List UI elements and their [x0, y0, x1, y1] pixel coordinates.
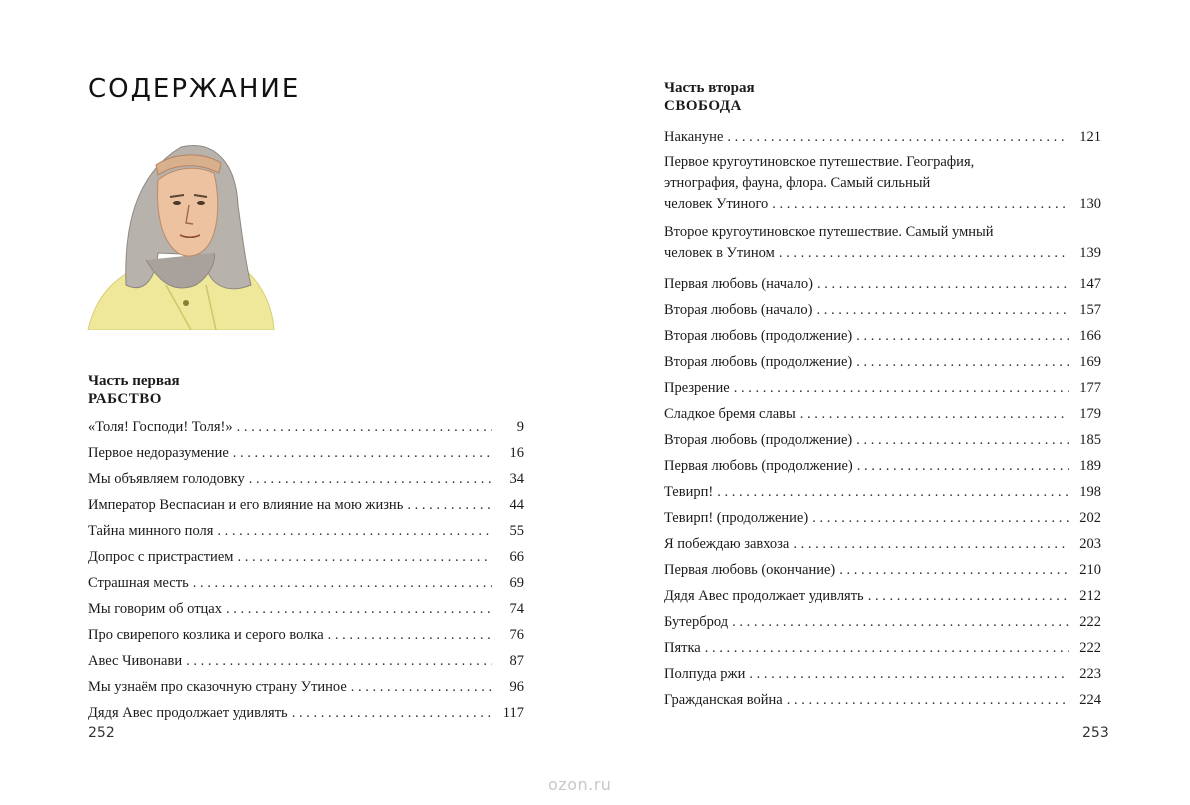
toc-entry-page: 55 — [509, 523, 524, 539]
toc-entry-page: 198 — [1079, 484, 1101, 500]
toc-entry[interactable] — [664, 661, 1101, 687]
toc-entry-page: 210 — [1079, 562, 1101, 578]
toc-entry-title: Первая любовь (окончание) — [664, 562, 836, 578]
part-two-name: СВОБОДА — [664, 98, 742, 114]
toc-entry[interactable] — [664, 687, 1101, 713]
toc-entry[interactable] — [88, 544, 524, 570]
toc-entry-page: 121 — [1079, 129, 1101, 145]
toc-entry-title: Император Веспасиан и его влияние на мою жизнь — [88, 497, 404, 513]
toc-entry-title: «Толя! Господи! Толя!» — [88, 419, 233, 435]
toc-entry-page: 212 — [1079, 588, 1101, 604]
toc-entry-title: Вторая любовь (продолжение) — [664, 354, 853, 370]
toc-entry-title-line: этнография, фауна, флора. Самый сильный — [664, 175, 931, 191]
leader-dots — [856, 323, 1069, 349]
toc-entry-page: 147 — [1079, 276, 1101, 292]
toc-entry[interactable] — [664, 222, 1101, 264]
toc-entry[interactable] — [88, 596, 524, 622]
toc-entry[interactable] — [88, 492, 524, 518]
leader-dots — [734, 375, 1069, 401]
part-one-name: РАБСТВО — [88, 391, 162, 407]
toc-entry-title: Мы узнаём про сказочную страну Утиное — [88, 679, 347, 695]
toc-entry[interactable] — [88, 570, 524, 596]
toc-entry-title: Тайна минного поля — [88, 523, 214, 539]
leader-dots — [705, 635, 1069, 661]
leader-dots — [793, 531, 1069, 557]
toc-entry[interactable] — [664, 427, 1101, 453]
toc-entry-page: 76 — [509, 627, 524, 643]
toc-entry-title: Презрение — [664, 380, 730, 396]
toc-entry[interactable] — [88, 440, 524, 466]
toc-entry-page: 44 — [509, 497, 524, 513]
part-one-label: Часть первая — [88, 373, 180, 389]
toc-entry-page: 185 — [1079, 432, 1101, 448]
toc-entry-title: Тевирп! (продолжение) — [664, 510, 809, 526]
leader-dots — [732, 609, 1069, 635]
toc-entry-title: Допрос с пристрастием — [88, 549, 234, 565]
part-two-heading — [664, 79, 755, 115]
toc-entry-title: Дядя Авес продолжает удивлять — [88, 705, 288, 721]
toc-entry[interactable] — [664, 453, 1101, 479]
part-two-toc — [664, 124, 1101, 713]
leader-dots — [217, 518, 492, 544]
toc-entry-page: 177 — [1079, 380, 1101, 396]
toc-entry[interactable] — [88, 518, 524, 544]
toc-entry-page: 222 — [1079, 614, 1101, 630]
leader-dots — [328, 622, 492, 648]
page-number-left: 252 — [88, 725, 115, 741]
leader-dots — [249, 466, 492, 492]
toc-entry-title: Гражданская война — [664, 692, 783, 708]
toc-entry-page: 224 — [1079, 692, 1101, 708]
leader-dots — [800, 401, 1069, 427]
toc-entry-page: 34 — [509, 471, 524, 487]
toc-entry-page: 87 — [509, 653, 524, 669]
toc-entry-page: 74 — [509, 601, 524, 617]
toc-entry-title: Вторая любовь (продолжение) — [664, 328, 853, 344]
toc-entry-title: Накануне — [664, 129, 724, 145]
toc-entry[interactable] — [664, 323, 1101, 349]
toc-entry[interactable] — [664, 479, 1101, 505]
toc-entry[interactable] — [664, 583, 1101, 609]
toc-entry-page: 202 — [1079, 510, 1101, 526]
toc-entry[interactable] — [664, 531, 1101, 557]
toc-entry-title: Мы объявляем голодовку — [88, 471, 245, 487]
toc-entry-title-line: человек Утиного — [664, 196, 769, 212]
toc-entry[interactable] — [88, 414, 524, 440]
toc-entry[interactable] — [664, 271, 1101, 297]
leader-dots — [226, 596, 492, 622]
toc-entry-page: 130 — [1079, 196, 1101, 212]
toc-entry[interactable] — [88, 674, 524, 700]
toc-entry-page: 9 — [516, 419, 524, 435]
part-one-toc — [88, 414, 524, 726]
toc-entry-title: Бутерброд — [664, 614, 729, 630]
leader-dots — [856, 349, 1069, 375]
toc-entry[interactable] — [664, 349, 1101, 375]
toc-entry-title-line: Первое кругоутиновское путешествие. География, — [664, 154, 975, 170]
part-two-label: Часть вторая — [664, 80, 755, 96]
toc-entry-title-line: Второе кругоутиновское путешествие. Самый умный — [664, 224, 994, 240]
toc-entry-title: Дядя Авес продолжает удивлять — [664, 588, 864, 604]
leader-dots — [717, 479, 1069, 505]
toc-entry[interactable] — [88, 466, 524, 492]
right-page — [595, 0, 1190, 805]
toc-entry-page: 166 — [1079, 328, 1101, 344]
toc-entry[interactable] — [664, 557, 1101, 583]
leader-dots — [237, 544, 492, 570]
toc-entry-title: Пятка — [664, 640, 701, 656]
part-one-heading — [88, 372, 180, 408]
toc-entry-page: 69 — [509, 575, 524, 591]
toc-entry[interactable] — [664, 609, 1101, 635]
toc-entry[interactable] — [664, 635, 1101, 661]
leader-dots — [749, 661, 1069, 687]
toc-entry[interactable] — [88, 622, 524, 648]
toc-entry-page: 203 — [1079, 536, 1101, 552]
leader-dots — [193, 570, 492, 596]
leader-dots — [839, 557, 1069, 583]
toc-entry[interactable] — [664, 297, 1101, 323]
leader-dots — [857, 453, 1069, 479]
toc-entry-title: Тевирп! — [664, 484, 714, 500]
toc-entry-title: Первая любовь (начало) — [664, 276, 813, 292]
toc-entry-title: Полпуда ржи — [664, 666, 746, 682]
toc-entry-title: Авес Чивонави — [88, 653, 183, 669]
toc-entry-title: Вторая любовь (продолжение) — [664, 432, 853, 448]
toc-entry[interactable] — [664, 124, 1101, 150]
toc-entry-page: 66 — [509, 549, 524, 565]
toc-entry-page: 157 — [1079, 302, 1101, 318]
toc-entry-title: Вторая любовь (начало) — [664, 302, 813, 318]
toc-entry-page: 189 — [1079, 458, 1101, 474]
toc-entry-title: Про свирепого козлика и серого волка — [88, 627, 324, 643]
leader-dots — [727, 124, 1069, 150]
toc-entry-title-line: человек в Утином — [664, 245, 775, 261]
leader-dots — [237, 414, 492, 440]
portrait-woman-headscarf-icon — [86, 135, 276, 330]
leader-dots — [816, 297, 1069, 323]
toc-entry-title: Первое недоразумение — [88, 445, 229, 461]
toc-entry-title: Страшная месть — [88, 575, 189, 591]
leader-dots — [812, 505, 1069, 531]
toc-entry[interactable] — [664, 375, 1101, 401]
leader-dots — [407, 492, 492, 518]
toc-entry[interactable] — [664, 401, 1101, 427]
toc-entry-page: 222 — [1079, 640, 1101, 656]
toc-entry[interactable] — [88, 648, 524, 674]
toc-entry[interactable] — [664, 152, 1101, 215]
page-number-right: 253 — [1082, 725, 1109, 741]
toc-entry-title: Первая любовь (продолжение) — [664, 458, 853, 474]
leader-dots — [868, 583, 1069, 609]
toc-entry[interactable] — [664, 505, 1101, 531]
toc-entry-title: Мы говорим об отцах — [88, 601, 222, 617]
toc-entry-page: 223 — [1079, 666, 1101, 682]
toc-entry-page: 117 — [502, 705, 524, 721]
toc-entry-page: 139 — [1079, 245, 1101, 261]
toc-entry-page: 16 — [509, 445, 524, 461]
leader-dots — [772, 194, 1069, 215]
toc-entry-page: 179 — [1079, 406, 1101, 422]
watermark-text: ozon.ru — [548, 775, 612, 794]
leader-dots — [186, 648, 492, 674]
leader-dots — [351, 674, 492, 700]
toc-entry-page: 96 — [509, 679, 524, 695]
leader-dots — [779, 243, 1069, 264]
leader-dots — [856, 427, 1069, 453]
leader-dots — [292, 700, 492, 726]
toc-entry-page: 169 — [1079, 354, 1101, 370]
toc-entry-title: Сладкое бремя славы — [664, 406, 796, 422]
contents-title: СОДЕРЖАНИЕ — [88, 74, 301, 104]
leader-dots — [817, 271, 1069, 297]
leader-dots — [787, 687, 1069, 713]
toc-entry[interactable] — [88, 700, 524, 726]
leader-dots — [233, 440, 492, 466]
toc-entry-title: Я побеждаю завхоза — [664, 536, 790, 552]
